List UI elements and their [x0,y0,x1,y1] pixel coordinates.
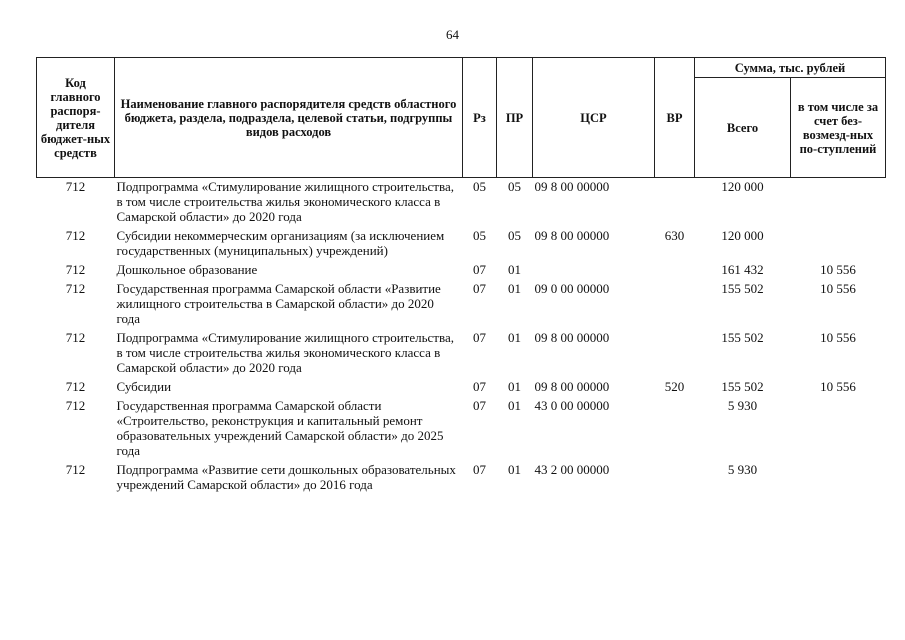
table-row [37,227,886,261]
cell-csr: 43 2 00 00000 [534,462,610,477]
table-row [37,378,886,397]
cell-rz: 07 [473,398,486,413]
table-body [37,178,886,496]
cell-csr: 09 8 00 00000 [534,228,610,243]
table-row [37,461,886,495]
cell-rz: 05 [473,179,486,194]
table-header [37,58,886,178]
cell-total: 5 930 [727,398,758,413]
table-row [37,261,886,280]
cell-gratis [791,397,886,461]
cell-pr: 01 [508,379,521,394]
cell-vr [655,178,695,228]
cell-rz: 05 [473,228,486,243]
cell-csr: 09 8 00 00000 [534,330,610,345]
cell-pr: 01 [508,330,521,345]
cell-rz: 07 [473,330,486,345]
cell-name: Подпрограмма «Стимулирование жилищного строительства, в том числе строительства жилья экономического класса в Самарской области» до 2020 года [116,330,454,375]
cell-gratis: 10 556 [820,262,856,277]
cell-gratis [791,461,886,495]
cell-code: 712 [65,281,86,296]
cell-total: 155 502 [721,330,764,345]
header-csr: ЦСР [533,58,655,178]
cell-rz: 07 [473,462,486,477]
cell-rz: 07 [473,262,486,277]
cell-vr: 520 [664,379,685,394]
cell-csr: 43 0 00 00000 [534,398,610,413]
cell-name: Государственная программа Самарской области «Строительство, реконструкция и капитальный ремонт образовательных учреждений Самарской области» до 2025 года [116,398,444,458]
cell-total: 120 000 [721,228,764,243]
cell-pr: 01 [508,398,521,413]
cell-name: Подпрограмма «Развитие сети дошкольных образовательных учреждений Самарской области» до 2016 года [116,462,456,492]
budget-table [36,57,886,495]
cell-code: 712 [65,179,86,194]
cell-gratis: 10 556 [820,330,856,345]
header-code: Код главного распоря-дителя бюджет-ных средств [37,58,115,178]
header-gratis: в том числе за счет без-возмезд-ных по-ступлений [791,78,886,178]
cell-pr: 05 [508,228,521,243]
cell-pr: 05 [508,179,521,194]
cell-vr [655,280,695,329]
cell-vr [655,397,695,461]
cell-code: 712 [65,228,86,243]
cell-csr [533,261,655,280]
cell-name: Субсидии [116,379,172,394]
header-pr: ПР [497,58,533,178]
cell-code: 712 [65,462,86,477]
cell-gratis: 10 556 [820,281,856,296]
cell-pr: 01 [508,281,521,296]
cell-code: 712 [65,330,86,345]
cell-total: 5 930 [727,462,758,477]
header-sum-group: Сумма, тыс. рублей [695,58,886,78]
header-rz: Рз [463,58,497,178]
header-name: Наименование главного распорядителя средств областного бюджета, раздела, подраздела, целевой статьи, подгруппы видов расходов [115,58,463,178]
cell-name: Дошкольное образование [116,262,258,277]
cell-rz: 07 [473,281,486,296]
cell-vr [655,261,695,280]
page-number: 64 [446,27,459,42]
cell-csr: 09 0 00 00000 [534,281,610,296]
table-row [37,178,886,228]
cell-total: 120 000 [721,179,764,194]
cell-vr [655,461,695,495]
cell-gratis [791,178,886,228]
cell-code: 712 [65,379,86,394]
cell-total: 161 432 [721,262,764,277]
header-total: Всего [695,78,791,178]
cell-gratis: 10 556 [820,379,856,394]
cell-code: 712 [65,398,86,413]
table-row [37,280,886,329]
cell-rz: 07 [473,379,486,394]
cell-csr: 09 8 00 00000 [534,179,610,194]
cell-name: Субсидии некоммерческим организациям (за исключением государственных (муниципальных) учреждений) [116,228,445,258]
cell-name: Подпрограмма «Стимулирование жилищного строительства, в том числе строительства жилья экономического класса в Самарской области» до 2020 года [116,179,454,224]
cell-vr: 630 [664,228,685,243]
cell-csr: 09 8 00 00000 [534,379,610,394]
cell-name: Государственная программа Самарской области «Развитие жилищного строительства в Самарской области» до 2020 года [116,281,441,326]
cell-gratis [791,227,886,261]
table-row [37,329,886,378]
cell-total: 155 502 [721,281,764,296]
cell-vr [655,329,695,378]
cell-total: 155 502 [721,379,764,394]
header-vr: ВР [655,58,695,178]
cell-code: 712 [65,262,86,277]
cell-pr: 01 [508,262,521,277]
table-row [37,397,886,461]
cell-pr: 01 [508,462,521,477]
